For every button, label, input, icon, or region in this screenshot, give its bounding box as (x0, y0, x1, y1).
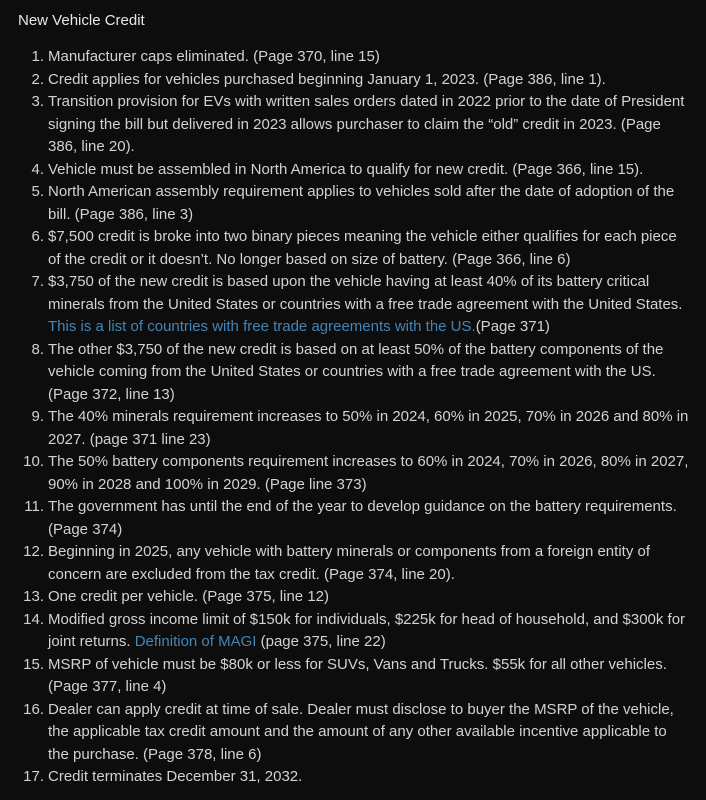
item-number: 8. (31, 340, 44, 358)
list-item (18, 159, 690, 182)
item-text (48, 654, 690, 699)
list-item (18, 69, 690, 92)
item-text (48, 226, 690, 271)
text-segment: The other $3,750 of the new credit is based on at least 50% of the battery components of the vehicle coming from the United States or countries with a free trade agreement with the US. (Page 372, line 13) (48, 340, 664, 403)
item-number: 7. (31, 273, 44, 290)
item-number: 2. (31, 70, 44, 88)
text-segment: Beginning in 2025, any vehicle with battery minerals or components from a foreign entity of concern are excluded from the tax credit. (Page 374, line 20). (48, 543, 650, 583)
text-segment: $7,500 credit is broke into two binary pieces meaning the vehicle either qualifies for each piece of the credit or it doesn’t. No longer based on size of battery. (Page 366, line 6) (48, 228, 677, 268)
item-number: 17. (23, 768, 44, 785)
text-segment: Credit terminates December 31, 2032. (48, 768, 303, 785)
text-segment: Vehicle must be assembled in North America to qualify for new credit. (Page 366, line 15). (48, 160, 644, 178)
item-text (48, 181, 690, 226)
text-segment: Modified gross income limit of $150k for individuals, $225k for head of household, and $300k for joint returns. (48, 610, 686, 650)
item-number: 11. (24, 498, 44, 515)
list-item (18, 406, 690, 451)
item-text (48, 586, 690, 609)
item-text (48, 339, 690, 407)
item-text (48, 46, 690, 69)
text-segment: Transition provision for EVs with written sales orders dated in 2022 prior to the date of President signing the bill but delivered in 2023 allows purchaser to claim the “old” credit in 2023. (Page 386, line 20). (48, 93, 685, 155)
text-segment: Dealer can apply credit at time of sale. Dealer must disclose to buyer the MSRP of the vehicle, the applicable tax credit amount and the amount of any other available incentive applicable to the purchase. (Page 378, line 6) (48, 700, 674, 763)
text-segment: (page 375, line 22) (256, 633, 386, 650)
item-number: 5. (31, 183, 44, 200)
item-text (48, 496, 690, 541)
text-segment: The 50% battery components requirement increases to 60% in 2024, 70% in 2026, 80% in 2027, 90% in 2028 and 100% in 2029. (Page line 373) (48, 453, 689, 493)
item-number: 13. (23, 588, 44, 605)
item-text (48, 609, 690, 654)
free-trade-countries-link[interactable]: This is a list of countries with free trade agreements with the US. (48, 318, 476, 335)
list-item (18, 766, 690, 789)
item-text (48, 159, 690, 182)
list-item (18, 699, 690, 767)
item-text (48, 451, 690, 496)
list-item (18, 91, 690, 159)
text-segment: The 40% minerals requirement increases to 50% in 2024, 60% in 2025, 70% in 2026 and 80% in 2027. (page 371 line 23) (48, 408, 689, 448)
text-segment: (Page 371) (475, 318, 550, 335)
item-number: 3. (31, 93, 44, 110)
item-text (48, 699, 690, 767)
text-segment: MSRP of vehicle must be $80k or less for SUVs, Vans and Trucks. $55k for all other vehicles. (Page 377, line 4) (48, 655, 667, 695)
item-text (48, 91, 690, 159)
item-number: 4. (31, 160, 44, 178)
item-text (48, 766, 690, 789)
list-item (18, 541, 690, 586)
item-number: 12. (23, 543, 44, 560)
item-number: 15. (23, 655, 44, 673)
list-item (18, 451, 690, 496)
magi-definition-link[interactable]: Definition of MAGI (134, 633, 257, 650)
item-text (48, 271, 690, 339)
text-segment: $3,750 of the new credit is based upon the vehicle having at least 40% of its battery critical minerals from the United States or countries with a free trade agreement with the United States. (48, 273, 683, 313)
list-item (18, 609, 690, 654)
list-item (18, 654, 690, 699)
item-text (48, 69, 690, 92)
text-segment: Manufacturer caps eliminated. (Page 370, line 15) (48, 48, 380, 65)
list-item (18, 46, 690, 69)
item-text (48, 541, 690, 586)
text-segment: North American assembly requirement applies to vehicles sold after the date of adoption of the bill. (Page 386, line 3) (48, 183, 675, 223)
list-item (18, 339, 690, 407)
item-text (48, 406, 690, 451)
item-number: 9. (31, 408, 44, 425)
list-item (18, 586, 690, 609)
item-number: 16. (23, 700, 44, 718)
item-number: 1. (31, 48, 44, 65)
credit-list (18, 46, 690, 789)
item-number: 6. (31, 228, 44, 245)
list-item (18, 226, 690, 271)
page-title: New Vehicle Credit (18, 12, 145, 29)
text-segment: The government has until the end of the year to develop guidance on the battery requirements. (Page 374) (48, 498, 677, 538)
text-segment: One credit per vehicle. (Page 375, line 12) (48, 588, 329, 605)
text-segment: Credit applies for vehicles purchased beginning January 1, 2023. (Page 386, line 1). (48, 70, 606, 88)
item-number: 14. (23, 610, 44, 628)
item-number: 10. (23, 453, 44, 470)
list-item (18, 496, 690, 541)
list-item (18, 271, 690, 339)
list-item (18, 181, 690, 226)
